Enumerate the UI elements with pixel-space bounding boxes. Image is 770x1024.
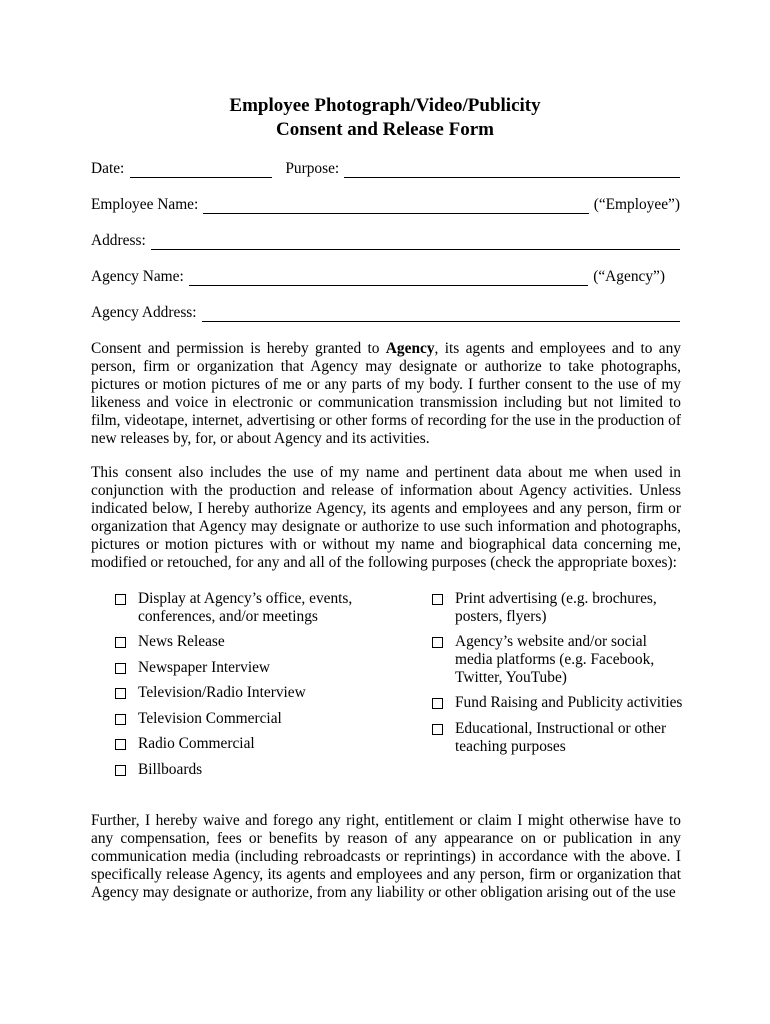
form-subtitle: Consent and Release Form [276,119,494,140]
consent-body-text: , its agents and employees and to any person, firm or organization that Agency may designate or authorize to take photographs, pictures or motion pictures of me or any parts of my body. I further consent to the use of my likeness and voice in electronic or communication transmission including but not limited to film, videotape, internet, advertising or other forms of recording for the use in the production of new releases by, for, or about Agency and its activities. [91,340,681,447]
checkbox-label: Agency’s website and/or social media platforms (e.g. Facebook, Twitter, YouTube) [455,633,655,686]
consent-lead-text: Consent and permission is hereby granted to [91,340,386,357]
checkbox-tv-radio-interview[interactable] [114,684,374,702]
agency-address-field[interactable] [202,306,680,322]
checkbox-label: Fund Raising and Publicity activities [455,694,683,711]
checkbox-icon[interactable] [115,594,126,605]
checkbox-radio-commercial[interactable] [114,735,374,753]
agency-suffix: (“Agency”) [593,268,665,285]
checkbox-billboards[interactable] [114,761,374,779]
checkbox-newspaper-interview[interactable] [114,659,374,677]
purpose-field[interactable] [344,162,680,178]
employee-name-row [91,192,680,214]
checkbox-print-advertising[interactable] [431,590,681,626]
employee-suffix: (“Employee”) [593,196,680,213]
checkbox-label: Billboards [138,761,203,778]
checkbox-icon[interactable] [432,637,443,648]
checkbox-website-social[interactable] [431,633,666,687]
agency-bold-text: Agency [385,340,435,357]
address-row [91,228,680,250]
checkbox-tv-commercial[interactable] [114,710,374,728]
checkbox-icon[interactable] [432,594,443,605]
checkbox-label: Radio Commercial [138,735,255,752]
checkbox-icon[interactable] [432,724,443,735]
checkbox-icon[interactable] [115,663,126,674]
agency-name-row [91,264,665,286]
checkbox-icon[interactable] [115,688,126,699]
checkbox-fund-raising[interactable] [431,694,691,712]
checkbox-label: Television/Radio Interview [138,684,306,701]
checkbox-icon[interactable] [115,739,126,750]
usage-paragraph: This consent also includes the use of my name and pertinent data about me when used in conjunction with the production and release of information about Agency activities. Unless indicated below, I hereby authorize Agency, its agents and employees and any person, firm or organization that Agency may designate or authorize to use such information and photographs, pictures or motion pictures with or without my name and biographical data concerning me, modified or retouched, for any and all of the following purposes (check the appropriate boxes): [91,464,681,571]
consent-paragraph [91,340,681,448]
checkbox-icon[interactable] [115,714,126,725]
agency-address-label: Agency Address: [91,304,197,321]
checkbox-icon[interactable] [115,637,126,648]
date-purpose-row [91,156,680,178]
waiver-paragraph: Further, I hereby waive and forego any right, entitlement or claim I might otherwise have to any compensation, fees or benefits by reason of any appearance on or publication in any communication media (including rebroadcasts or reprintings) in accordance with the above. I specifically release Agency, its agents and employees and any person, firm or organization that Agency may designate or authorize, from any liability or other obligation arising out of the use [91,812,681,901]
checkbox-label: Print advertising (e.g. brochures, posters, flyers) [455,590,657,625]
address-label: Address: [91,232,146,249]
checkbox-icon[interactable] [115,765,126,776]
employee-name-field[interactable] [203,198,588,214]
agency-address-row [91,300,680,322]
agency-name-field[interactable] [189,270,588,286]
form-title: Employee Photograph/Video/Publicity [229,95,541,116]
checkbox-label: Newspaper Interview [138,659,271,676]
date-field[interactable] [130,162,272,178]
checkbox-icon[interactable] [432,698,443,709]
checkbox-educational[interactable] [431,720,681,756]
checkbox-display-office[interactable] [114,590,374,626]
agency-name-label: Agency Name: [91,268,184,285]
checkbox-label: News Release [138,633,225,650]
date-label: Date: [91,160,125,177]
employee-name-label: Employee Name: [91,196,199,213]
checkbox-label: Educational, Instructional or other teaching purposes [455,720,667,755]
checkbox-label: Television Commercial [138,710,282,727]
checkbox-label: Display at Agency’s office, events, conferences, and/or meetings [138,590,353,625]
checkbox-news-release[interactable] [114,633,374,651]
address-field[interactable] [151,234,680,250]
purpose-label: Purpose: [285,160,340,177]
